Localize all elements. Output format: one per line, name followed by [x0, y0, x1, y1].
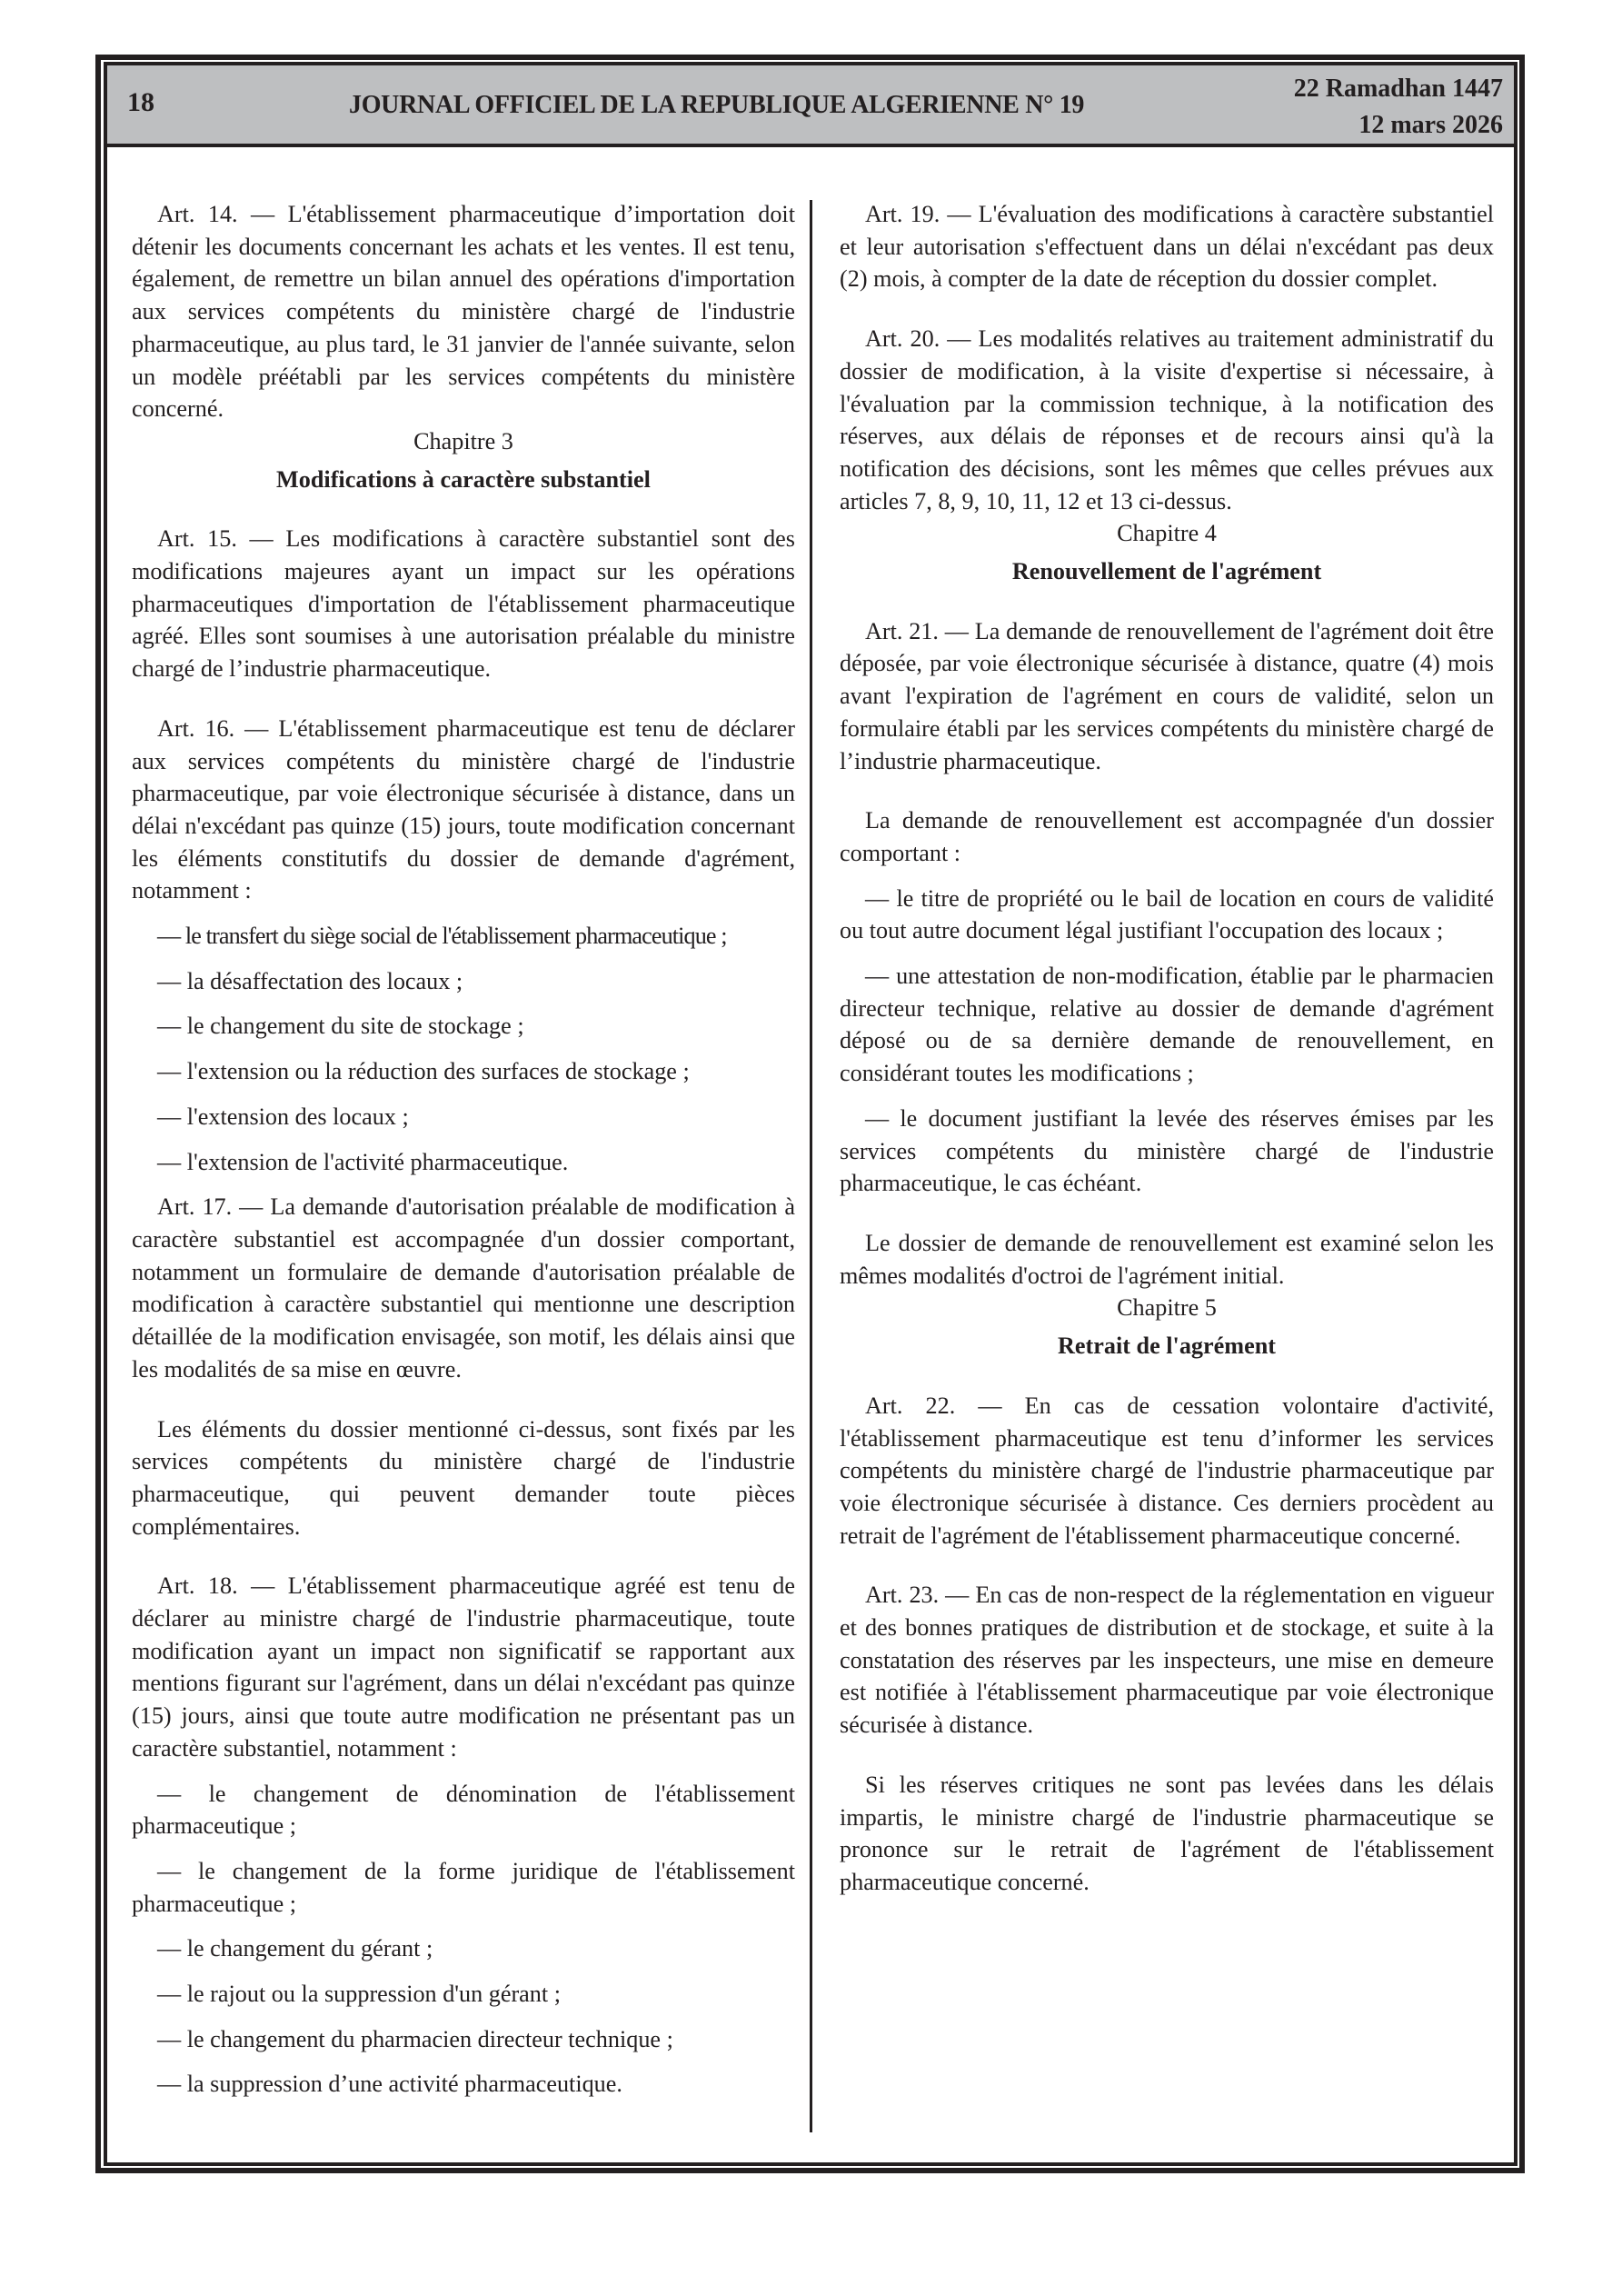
article-18: Art. 18. — L'établissement pharmaceutique agréé est tenu de déclarer au ministre chargé de l'industrie pharmaceutique, toute modification ayant un impact non significatif se rapportant aux mentions figurant sur l'agrément, dans un délai n'excédant pas quinze (15) jours, ainsi que toute autre modification ne présentant pas un caractère substantiel, notamment :	[132, 1572, 795, 1762]
article-18-list	[132, 1778, 795, 2101]
article-15: Art. 15. — Les modifications à caractère substantiel sont des modifications majeures ayant un impact sur les opérations pharmaceutiques d'importation de l'établissement pharmaceutique agréé. Elles sont soumises à une autorisation préalable du ministre chargé de l’industrie pharmaceutique.	[132, 525, 795, 683]
article-21-list	[840, 883, 1494, 1200]
gregorian-date: 12 mars 2026	[1358, 111, 1503, 139]
article-21-paragraph-3: Le dossier de demande de renouvellement est examiné selon les mêmes modalités d'octroi de l'agrément initial.	[840, 1229, 1494, 1289]
journal-header	[107, 65, 1514, 147]
journal-title: JOURNAL OFFICIEL DE LA REPUBLIQUE ALGERIENNE N° 19	[349, 91, 1085, 119]
list-item: — l'extension ou la réduction des surfaces de stockage ;	[157, 1058, 690, 1085]
list-item: — le transfert du siège social de l'établissement pharmaceutique ;	[157, 923, 727, 950]
list-item: — le rajout ou la suppression d'un gérant ;	[157, 1981, 561, 2008]
article-21-paragraph-2: La demande de renouvellement est accompagnée d'un dossier comportant :	[840, 807, 1494, 866]
hijri-date: 22 Ramadhan 1447	[1293, 75, 1503, 103]
issue-date	[1294, 71, 1503, 144]
list-item: — le changement de la forme juridique de l'établissement pharmaceutique ;	[132, 1857, 795, 1917]
chapter-3-title: Modifications à caractère substantiel	[276, 465, 651, 493]
article-23: Art. 23. — En cas de non-respect de la réglementation en vigueur et des bonnes pratiques de distribution et de stockage, et suite à la constatation des réserves par les inspecteurs, une mise en demeure est notifiée à l'établissement pharmaceutique par voie électronique sécurisée à distance.	[840, 1582, 1494, 1739]
chapter-5-title: Retrait de l'agrément	[1058, 1333, 1276, 1360]
article-22: Art. 22. — En cas de cessation volontaire d'activité, l'établissement pharmaceutique est tenu d’informer les services compétents du ministère chargé de l'industrie pharmaceutique par voie électronique sécurisée à distance. Ces derniers procèdent au retrait de l'agrément de l'établissement pharmaceutique concerné.	[840, 1392, 1494, 1549]
article-16-list	[132, 920, 795, 1178]
article-20: Art. 20. — Les modalités relatives au traitement administratif du dossier de modification, à la visite d'expertise si nécessaire, à l'évaluation par la commission technique, à la notification des réserves, aux délais de réponses et de recours ainsi qu'à la notification des décisions, sont les mêmes que celles prévues aux articles 7, 8, 9, 10, 11, 12 et 13 ci-dessus.	[840, 325, 1494, 514]
list-item: — le changement du pharmacien directeur technique ;	[157, 2025, 673, 2052]
chapter-5-label: Chapitre 5	[1117, 1294, 1217, 1322]
page-number: 18	[127, 87, 154, 117]
article-21: Art. 21. — La demande de renouvellement de l'agrément doit être déposée, par voie électronique sécurisée à distance, quatre (4) mois avant l'expiration de l'agrément en cours de validité, selon un formulaire établi par les services compétents du ministère chargé de l’industrie pharmaceutique.	[840, 617, 1494, 774]
column-divider	[810, 200, 812, 2132]
list-item: — le document justifiant la levée des réserves émises par les services compétents du ministère chargé de l'industrie pharmaceutique, le cas échéant.	[840, 1104, 1494, 1197]
list-item: — le changement du gérant ;	[157, 1935, 433, 1962]
list-item: — le titre de propriété ou le bail de location en cours de validité ou tout autre document légal justifiant l'occupation des locaux ;	[840, 884, 1494, 944]
list-item: — la désaffectation des locaux ;	[157, 967, 463, 994]
list-item: — l'extension de l'activité pharmaceutique.	[157, 1148, 569, 1175]
list-item: — l'extension des locaux ;	[157, 1103, 409, 1130]
list-item: — le changement de dénomination de l'établissement pharmaceutique ;	[132, 1780, 795, 1840]
list-item: — une attestation de non-modification, établie par le pharmacien directeur technique, relative au dossier de demande d'agrément déposé ou de sa dernière demande de renouvellement, en considérant toutes les modifications ;	[840, 963, 1494, 1087]
chapter-4-label: Chapitre 4	[1117, 520, 1217, 547]
list-item: — la suppression d’une activité pharmaceutique.	[157, 2071, 622, 2098]
list-item: — le changement du site de stockage ;	[157, 1013, 524, 1040]
chapter-4-title: Renouvellement de l'agrément	[1011, 558, 1322, 585]
article-23-paragraph-2: Si les réserves critiques ne sont pas levées dans les délais impartis, le ministre chargé de l'industrie pharmaceutique se prononce sur le retrait de l'agrément de l'établissement pharmaceutique concerné.	[840, 1771, 1494, 1895]
article-17-paragraph-2: Les éléments du dossier mentionné ci-dessus, sont fixés par les services compétents du ministère chargé de l'industrie pharmaceutique, qui peuvent demander toute pièces complémentaires.	[132, 1415, 795, 1540]
article-16: Art. 16. — L'établissement pharmaceutique est tenu de déclarer aux services compétents du ministère chargé de l'industrie pharmaceutique, par voie électronique sécurisée à distance, dans un délai n'excédant pas quinze (15) jours, toute modification concernant les éléments constitutifs du dossier de demande d'agrément, notamment :	[132, 714, 795, 904]
chapter-3-label: Chapitre 3	[413, 427, 513, 454]
article-19: Art. 19. — L'évaluation des modifications à caractère substantiel et leur autorisation s'effectuent dans un délai n'excédant pas deux (2) mois, à compter de la date de réception du dossier complet.	[840, 201, 1494, 293]
left-column	[132, 198, 795, 2101]
article-17: Art. 17. — La demande d'autorisation préalable de modification à caractère substantiel est accompagnée d'un dossier comportant, notamment un formulaire de demande d'autorisation préalable de modification à caractère substantiel qui mentionne une description détaillée de la modification envisagée, son motif, les délais ainsi que les modalités de sa mise en œuvre.	[132, 1193, 795, 1383]
right-column	[840, 198, 1494, 1899]
article-14: Art. 14. — L'établissement pharmaceutique d’importation doit détenir les documents concernant les achats et les ventes. Il est tenu, également, de remettre un bilan annuel des opérations d'importation aux services compétents du ministère chargé de l'industrie pharmaceutique, au plus tard, le 31 janvier de l'année suivante, selon un modèle préétabli par les services compétents du ministère concerné.	[132, 201, 795, 423]
